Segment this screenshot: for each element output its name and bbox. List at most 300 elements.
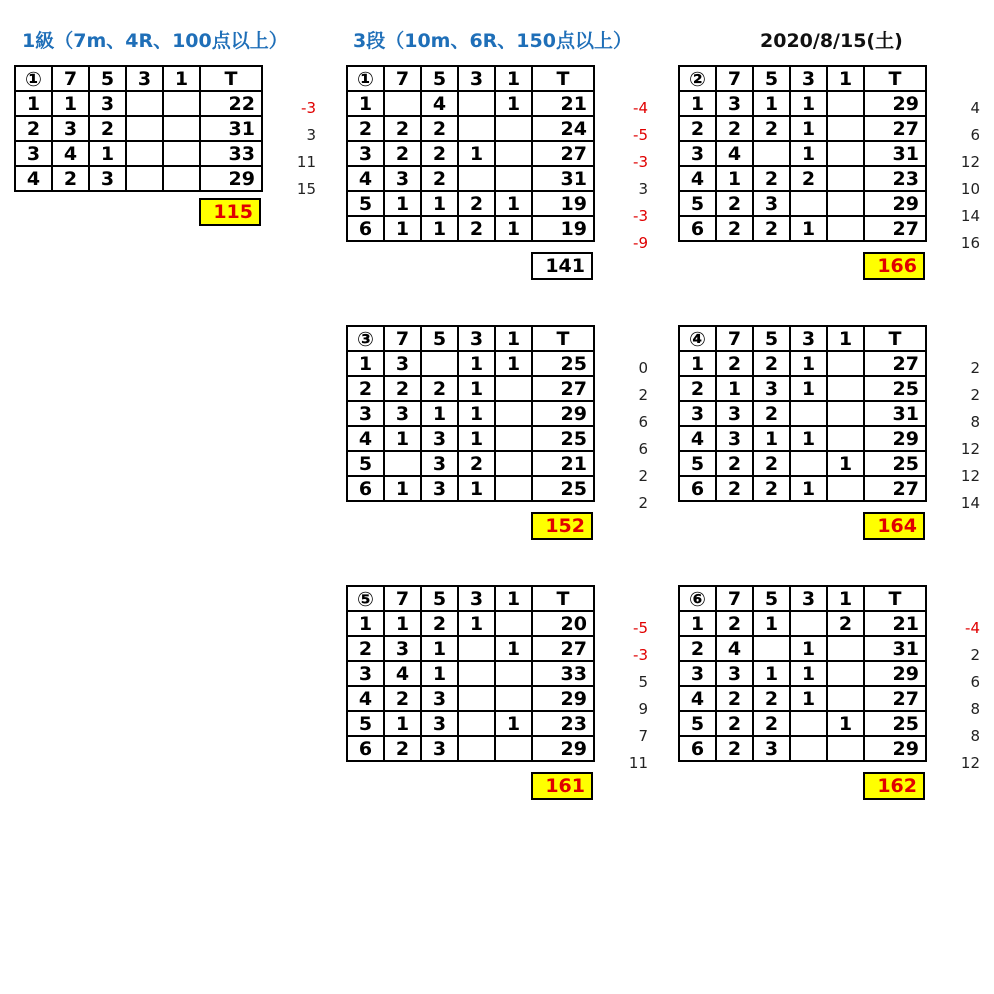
hit-count-cell bbox=[421, 351, 458, 376]
table-row bbox=[347, 736, 594, 761]
end-total-cell: 29 bbox=[532, 736, 594, 761]
hit-count-cell bbox=[495, 166, 532, 191]
hit-count-cell: 1 bbox=[458, 351, 495, 376]
round-mark: ① bbox=[347, 66, 384, 91]
end-total-cell: 31 bbox=[864, 401, 926, 426]
hit-count-cell: 1 bbox=[790, 376, 827, 401]
end-total-cell: 27 bbox=[532, 376, 594, 401]
hit-count-cell bbox=[126, 116, 163, 141]
hit-count-cell: 1 bbox=[495, 351, 532, 376]
running-diff: 6 bbox=[638, 440, 648, 458]
table-row bbox=[347, 376, 594, 401]
hit-count-cell: 2 bbox=[458, 191, 495, 216]
end-total-cell: 29 bbox=[200, 166, 262, 191]
hit-count-cell: 1 bbox=[716, 166, 753, 191]
table-row bbox=[679, 661, 926, 686]
end-total-cell: 29 bbox=[864, 426, 926, 451]
hit-count-cell: 2 bbox=[716, 451, 753, 476]
table-row bbox=[679, 91, 926, 116]
end-number: 3 bbox=[347, 661, 384, 686]
end-total-cell: 27 bbox=[864, 216, 926, 241]
hit-count-cell bbox=[827, 686, 864, 711]
table-header-row bbox=[679, 326, 926, 351]
hit-count-cell bbox=[827, 216, 864, 241]
running-diff: 6 bbox=[638, 413, 648, 431]
table-row bbox=[347, 91, 594, 116]
hit-count-cell bbox=[827, 91, 864, 116]
table-row bbox=[347, 216, 594, 241]
end-total-cell: 22 bbox=[200, 91, 262, 116]
hit-count-cell bbox=[458, 166, 495, 191]
end-number: 2 bbox=[15, 116, 52, 141]
hit-count-cell: 1 bbox=[458, 611, 495, 636]
running-diff: 5 bbox=[638, 673, 648, 691]
end-number: 6 bbox=[679, 736, 716, 761]
running-diff: 12 bbox=[960, 153, 980, 171]
hit-count-cell: 1 bbox=[790, 636, 827, 661]
hit-count-cell: 2 bbox=[52, 166, 89, 191]
end-number: 3 bbox=[679, 661, 716, 686]
hit-count-cell bbox=[458, 686, 495, 711]
hit-count-cell bbox=[163, 141, 200, 166]
grand-total: 162 bbox=[863, 772, 925, 800]
hit-count-cell bbox=[458, 661, 495, 686]
grade-heading-1kyu: 1級（7m、4R、100点以上） bbox=[22, 30, 288, 52]
end-number: 6 bbox=[347, 476, 384, 501]
hit-count-cell: 2 bbox=[421, 116, 458, 141]
hit-count-cell bbox=[495, 426, 532, 451]
end-number: 5 bbox=[679, 451, 716, 476]
table-header-row bbox=[679, 66, 926, 91]
hit-count-cell: 2 bbox=[753, 476, 790, 501]
table-row bbox=[679, 611, 926, 636]
column-header: 1 bbox=[495, 66, 532, 91]
end-total-cell: 27 bbox=[864, 686, 926, 711]
hit-count-cell: 3 bbox=[421, 736, 458, 761]
grand-total: 164 bbox=[863, 512, 925, 540]
hit-count-cell: 1 bbox=[458, 476, 495, 501]
column-header: 7 bbox=[384, 66, 421, 91]
end-number: 5 bbox=[347, 191, 384, 216]
hit-count-cell: 3 bbox=[421, 476, 458, 501]
end-number: 4 bbox=[347, 166, 384, 191]
end-total-cell: 23 bbox=[532, 711, 594, 736]
end-number: 5 bbox=[679, 711, 716, 736]
hit-count-cell: 1 bbox=[753, 661, 790, 686]
hit-count-cell: 2 bbox=[753, 166, 790, 191]
running-diff: 2 bbox=[638, 386, 648, 404]
hit-count-cell bbox=[827, 401, 864, 426]
column-header: T bbox=[532, 326, 594, 351]
hit-count-cell: 1 bbox=[495, 636, 532, 661]
table-row bbox=[679, 401, 926, 426]
column-header: 7 bbox=[716, 66, 753, 91]
hit-count-cell: 2 bbox=[421, 166, 458, 191]
table-header-row bbox=[347, 66, 594, 91]
end-number: 4 bbox=[347, 686, 384, 711]
end-number: 1 bbox=[347, 91, 384, 116]
score-table-7 bbox=[678, 585, 927, 762]
column-header: 7 bbox=[716, 586, 753, 611]
end-number: 6 bbox=[347, 736, 384, 761]
hit-count-cell: 2 bbox=[790, 166, 827, 191]
table-row bbox=[347, 351, 594, 376]
table-header-row bbox=[679, 586, 926, 611]
table-row bbox=[347, 686, 594, 711]
hit-count-cell bbox=[827, 191, 864, 216]
hit-count-cell: 2 bbox=[89, 116, 126, 141]
end-number: 4 bbox=[679, 686, 716, 711]
hit-count-cell bbox=[790, 191, 827, 216]
hit-count-cell bbox=[384, 91, 421, 116]
round-mark: ④ bbox=[679, 326, 716, 351]
hit-count-cell: 3 bbox=[753, 376, 790, 401]
hit-count-cell: 1 bbox=[421, 636, 458, 661]
end-total-cell: 31 bbox=[864, 141, 926, 166]
end-number: 4 bbox=[679, 426, 716, 451]
end-number: 2 bbox=[679, 116, 716, 141]
grade-heading-3dan: 3段（10m、6R、150点以上） bbox=[353, 30, 632, 52]
hit-count-cell: 2 bbox=[384, 141, 421, 166]
end-total-cell: 25 bbox=[532, 476, 594, 501]
running-diff: 12 bbox=[960, 440, 980, 458]
column-header: 5 bbox=[753, 66, 790, 91]
hit-count-cell: 2 bbox=[753, 351, 790, 376]
hit-count-cell: 2 bbox=[458, 216, 495, 241]
running-diff: 16 bbox=[960, 234, 980, 252]
end-number: 6 bbox=[679, 476, 716, 501]
hit-count-cell bbox=[495, 736, 532, 761]
hit-count-cell bbox=[458, 736, 495, 761]
end-number: 3 bbox=[679, 141, 716, 166]
column-header: 3 bbox=[790, 66, 827, 91]
column-header: 5 bbox=[753, 326, 790, 351]
hit-count-cell: 1 bbox=[790, 141, 827, 166]
running-diff: 6 bbox=[970, 126, 980, 144]
hit-count-cell: 1 bbox=[384, 191, 421, 216]
column-header: 3 bbox=[458, 326, 495, 351]
hit-count-cell: 1 bbox=[790, 351, 827, 376]
end-total-cell: 29 bbox=[864, 91, 926, 116]
hit-count-cell: 1 bbox=[384, 426, 421, 451]
table-row bbox=[347, 636, 594, 661]
hit-count-cell: 1 bbox=[421, 401, 458, 426]
hit-count-cell: 1 bbox=[89, 141, 126, 166]
hit-count-cell: 1 bbox=[458, 141, 495, 166]
end-total-cell: 21 bbox=[532, 451, 594, 476]
end-total-cell: 19 bbox=[532, 216, 594, 241]
hit-count-cell: 2 bbox=[384, 376, 421, 401]
hit-count-cell: 2 bbox=[753, 686, 790, 711]
hit-count-cell: 2 bbox=[421, 611, 458, 636]
column-header: T bbox=[532, 66, 594, 91]
column-header: 1 bbox=[827, 326, 864, 351]
hit-count-cell: 3 bbox=[89, 166, 126, 191]
end-total-cell: 29 bbox=[532, 686, 594, 711]
table-row bbox=[347, 611, 594, 636]
end-total-cell: 25 bbox=[864, 451, 926, 476]
hit-count-cell: 3 bbox=[716, 401, 753, 426]
hit-count-cell: 3 bbox=[421, 426, 458, 451]
end-number: 4 bbox=[15, 166, 52, 191]
end-total-cell: 29 bbox=[864, 661, 926, 686]
score-table-6 bbox=[346, 585, 595, 762]
hit-count-cell: 1 bbox=[384, 611, 421, 636]
hit-count-cell: 4 bbox=[716, 636, 753, 661]
hit-count-cell bbox=[495, 401, 532, 426]
hit-count-cell: 1 bbox=[421, 661, 458, 686]
column-header: 1 bbox=[163, 66, 200, 91]
column-header: 3 bbox=[458, 586, 495, 611]
hit-count-cell: 1 bbox=[384, 476, 421, 501]
hit-count-cell bbox=[753, 141, 790, 166]
column-header: 7 bbox=[716, 326, 753, 351]
hit-count-cell: 2 bbox=[716, 476, 753, 501]
hit-count-cell bbox=[458, 711, 495, 736]
table-row bbox=[15, 116, 262, 141]
end-total-cell: 21 bbox=[532, 91, 594, 116]
hit-count-cell: 1 bbox=[790, 426, 827, 451]
hit-count-cell: 3 bbox=[421, 451, 458, 476]
table-row bbox=[679, 426, 926, 451]
hit-count-cell: 1 bbox=[716, 376, 753, 401]
table-row bbox=[347, 661, 594, 686]
end-number: 1 bbox=[15, 91, 52, 116]
end-total-cell: 29 bbox=[532, 401, 594, 426]
hit-count-cell: 2 bbox=[753, 711, 790, 736]
hit-count-cell bbox=[458, 91, 495, 116]
end-total-cell: 31 bbox=[532, 166, 594, 191]
end-number: 3 bbox=[15, 141, 52, 166]
hit-count-cell: 2 bbox=[753, 401, 790, 426]
hit-count-cell: 3 bbox=[421, 711, 458, 736]
table-row bbox=[347, 451, 594, 476]
hit-count-cell: 1 bbox=[790, 91, 827, 116]
table-row bbox=[679, 686, 926, 711]
table-row bbox=[347, 426, 594, 451]
hit-count-cell: 1 bbox=[790, 216, 827, 241]
grand-total: 152 bbox=[531, 512, 593, 540]
hit-count-cell: 1 bbox=[827, 711, 864, 736]
hit-count-cell: 2 bbox=[753, 451, 790, 476]
column-header: 7 bbox=[52, 66, 89, 91]
hit-count-cell: 2 bbox=[716, 611, 753, 636]
score-table-5 bbox=[678, 325, 927, 502]
hit-count-cell: 4 bbox=[716, 141, 753, 166]
hit-count-cell bbox=[827, 661, 864, 686]
hit-count-cell bbox=[827, 351, 864, 376]
column-header: 1 bbox=[827, 66, 864, 91]
end-total-cell: 27 bbox=[532, 141, 594, 166]
round-mark: ⑥ bbox=[679, 586, 716, 611]
end-total-cell: 29 bbox=[864, 191, 926, 216]
end-number: 5 bbox=[347, 451, 384, 476]
running-diff: -3 bbox=[633, 153, 648, 171]
end-number: 1 bbox=[679, 351, 716, 376]
table-row bbox=[347, 191, 594, 216]
end-total-cell: 20 bbox=[532, 611, 594, 636]
end-total-cell: 33 bbox=[200, 141, 262, 166]
column-header: 5 bbox=[421, 326, 458, 351]
hit-count-cell bbox=[827, 116, 864, 141]
running-diff: -3 bbox=[633, 646, 648, 664]
hit-count-cell: 2 bbox=[753, 116, 790, 141]
table-header-row bbox=[15, 66, 262, 91]
hit-count-cell: 3 bbox=[753, 191, 790, 216]
hit-count-cell: 1 bbox=[753, 426, 790, 451]
end-total-cell: 25 bbox=[532, 426, 594, 451]
hit-count-cell bbox=[495, 141, 532, 166]
end-total-cell: 31 bbox=[864, 636, 926, 661]
column-header: T bbox=[864, 66, 926, 91]
end-number: 1 bbox=[679, 91, 716, 116]
column-header: 3 bbox=[790, 326, 827, 351]
hit-count-cell: 3 bbox=[716, 426, 753, 451]
table-row bbox=[347, 401, 594, 426]
grand-total: 161 bbox=[531, 772, 593, 800]
round-mark: ② bbox=[679, 66, 716, 91]
hit-count-cell: 1 bbox=[827, 451, 864, 476]
end-total-cell: 27 bbox=[532, 636, 594, 661]
hit-count-cell: 2 bbox=[716, 191, 753, 216]
column-header: 3 bbox=[458, 66, 495, 91]
hit-count-cell: 2 bbox=[458, 451, 495, 476]
end-total-cell: 21 bbox=[864, 611, 926, 636]
running-diff: 6 bbox=[970, 673, 980, 691]
end-total-cell: 33 bbox=[532, 661, 594, 686]
date-label: 2020/8/15(土) bbox=[760, 30, 903, 52]
hit-count-cell: 1 bbox=[495, 91, 532, 116]
end-number: 2 bbox=[347, 636, 384, 661]
table-header-row bbox=[347, 326, 594, 351]
hit-count-cell: 1 bbox=[384, 711, 421, 736]
running-diff: 2 bbox=[970, 359, 980, 377]
table-row bbox=[15, 166, 262, 191]
hit-count-cell: 4 bbox=[421, 91, 458, 116]
hit-count-cell: 1 bbox=[790, 686, 827, 711]
running-diff: 4 bbox=[970, 99, 980, 117]
running-diff: -9 bbox=[633, 234, 648, 252]
round-mark: ③ bbox=[347, 326, 384, 351]
hit-count-cell bbox=[495, 451, 532, 476]
hit-count-cell: 1 bbox=[495, 711, 532, 736]
running-diff: 14 bbox=[960, 494, 980, 512]
end-number: 5 bbox=[347, 711, 384, 736]
running-diff: -5 bbox=[633, 619, 648, 637]
hit-count-cell bbox=[163, 91, 200, 116]
end-total-cell: 19 bbox=[532, 191, 594, 216]
hit-count-cell: 1 bbox=[753, 91, 790, 116]
end-number: 2 bbox=[347, 376, 384, 401]
hit-count-cell bbox=[495, 661, 532, 686]
hit-count-cell bbox=[827, 166, 864, 191]
hit-count-cell: 2 bbox=[827, 611, 864, 636]
column-header: 1 bbox=[827, 586, 864, 611]
hit-count-cell: 3 bbox=[89, 91, 126, 116]
end-total-cell: 31 bbox=[200, 116, 262, 141]
table-row bbox=[679, 636, 926, 661]
end-total-cell: 24 bbox=[532, 116, 594, 141]
hit-count-cell: 2 bbox=[716, 736, 753, 761]
running-diff: 8 bbox=[970, 727, 980, 745]
hit-count-cell bbox=[790, 711, 827, 736]
hit-count-cell bbox=[827, 476, 864, 501]
hit-count-cell bbox=[458, 116, 495, 141]
running-diff: -4 bbox=[633, 99, 648, 117]
end-number: 3 bbox=[347, 401, 384, 426]
running-diff: 8 bbox=[970, 700, 980, 718]
running-diff: 7 bbox=[638, 727, 648, 745]
running-diff: 11 bbox=[296, 153, 316, 171]
hit-count-cell: 3 bbox=[384, 166, 421, 191]
hit-count-cell: 3 bbox=[716, 91, 753, 116]
hit-count-cell bbox=[163, 116, 200, 141]
running-diff: 8 bbox=[970, 413, 980, 431]
hit-count-cell: 2 bbox=[421, 141, 458, 166]
table-header-row bbox=[347, 586, 594, 611]
table-row bbox=[347, 141, 594, 166]
hit-count-cell bbox=[495, 686, 532, 711]
running-diff: 14 bbox=[960, 207, 980, 225]
hit-count-cell: 1 bbox=[495, 216, 532, 241]
hit-count-cell bbox=[495, 476, 532, 501]
column-header: 3 bbox=[790, 586, 827, 611]
hit-count-cell: 3 bbox=[421, 686, 458, 711]
score-table-1 bbox=[14, 65, 263, 192]
column-header: 1 bbox=[495, 326, 532, 351]
running-diff: -4 bbox=[965, 619, 980, 637]
hit-count-cell: 1 bbox=[52, 91, 89, 116]
hit-count-cell: 4 bbox=[384, 661, 421, 686]
column-header: 5 bbox=[753, 586, 790, 611]
table-row bbox=[347, 476, 594, 501]
column-header: 5 bbox=[421, 586, 458, 611]
table-row bbox=[679, 116, 926, 141]
round-mark: ⑤ bbox=[347, 586, 384, 611]
end-total-cell: 29 bbox=[864, 736, 926, 761]
hit-count-cell: 2 bbox=[716, 351, 753, 376]
grand-total: 115 bbox=[199, 198, 261, 226]
column-header: T bbox=[532, 586, 594, 611]
score-table-4 bbox=[346, 325, 595, 502]
running-diff: -3 bbox=[301, 99, 316, 117]
running-diff: 3 bbox=[306, 126, 316, 144]
hit-count-cell: 2 bbox=[716, 216, 753, 241]
end-number: 1 bbox=[679, 611, 716, 636]
table-row bbox=[15, 141, 262, 166]
running-diff: 3 bbox=[638, 180, 648, 198]
hit-count-cell bbox=[827, 141, 864, 166]
hit-count-cell: 1 bbox=[753, 611, 790, 636]
end-number: 1 bbox=[347, 611, 384, 636]
hit-count-cell bbox=[163, 166, 200, 191]
column-header: 3 bbox=[126, 66, 163, 91]
score-table-3 bbox=[678, 65, 927, 242]
running-diff: 12 bbox=[960, 467, 980, 485]
hit-count-cell: 3 bbox=[52, 116, 89, 141]
hit-count-cell: 2 bbox=[384, 116, 421, 141]
column-header: 5 bbox=[89, 66, 126, 91]
hit-count-cell: 1 bbox=[384, 216, 421, 241]
end-number: 2 bbox=[347, 116, 384, 141]
end-number: 5 bbox=[679, 191, 716, 216]
end-number: 2 bbox=[679, 376, 716, 401]
hit-count-cell bbox=[827, 376, 864, 401]
grand-total: 141 bbox=[531, 252, 593, 280]
table-row bbox=[679, 351, 926, 376]
hit-count-cell: 2 bbox=[753, 216, 790, 241]
column-header: 7 bbox=[384, 586, 421, 611]
